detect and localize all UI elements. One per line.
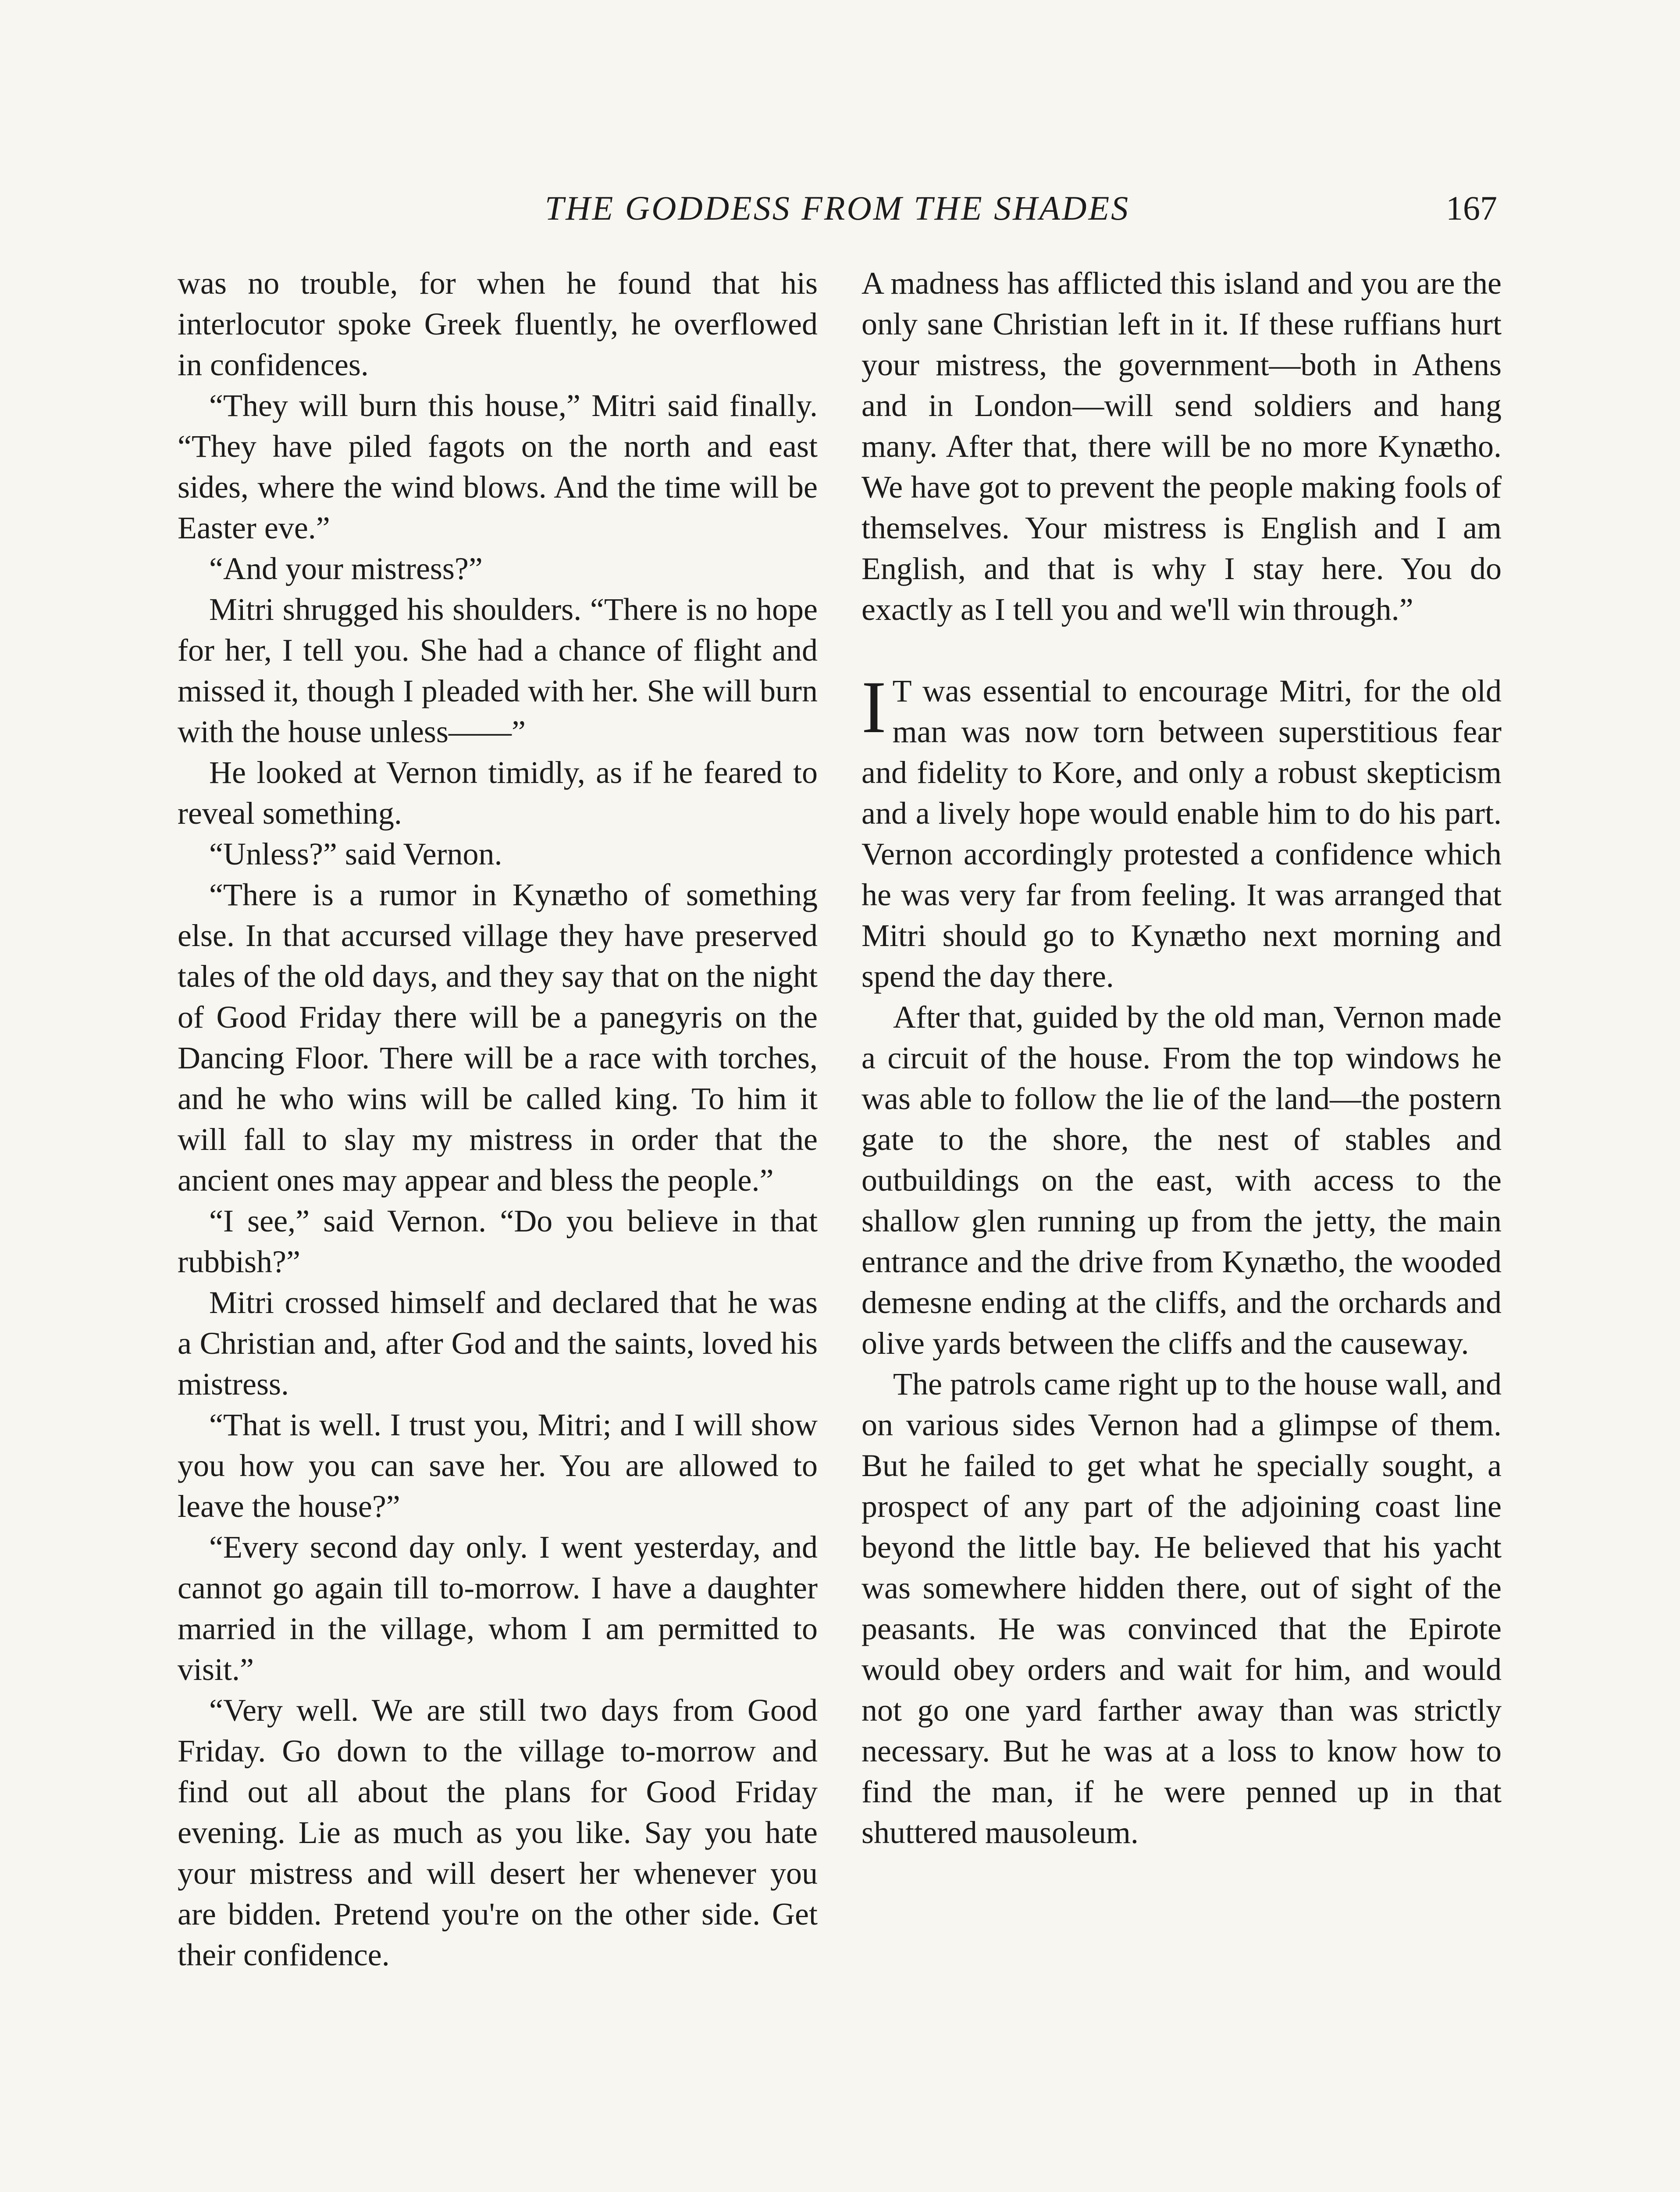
left-column <box>178 263 818 1975</box>
paragraph: “Very well. We are still two days from Good Friday. Go down to the village to-morrow and find out all about the plans for Good Friday evening. Lie as much as you like. Say you hate your mistress and will desert her whenever you are bidden. Pretend you're on the other side. Get their confidence. <box>178 1693 818 1972</box>
paragraph: The patrols came right up to the house wall, and on various sides Vernon had a glimpse of them. But he failed to get what he specially sought, a prospect of any part of the adjoining coast line beyond the little bay. He believed that his yacht was somewhere hidden there, out of sight of the peasants. He was convinced that the Epirote would obey orders and wait for him, and would not go one yard farther away than was strictly necessary. But he was at a loss to know how to find the man, if he were penned up in that shuttered mausoleum. <box>861 1366 1502 1850</box>
paragraph: “Unless?” said Vernon. <box>209 836 502 872</box>
paragraph: “Every second day only. I went yesterday, and cannot go again till to-morrow. I have a daughter married in the village, whom I am permitted to visit.” <box>178 1530 818 1687</box>
right-column <box>861 263 1502 1853</box>
paragraph: “And your mistress?” <box>209 551 483 586</box>
paragraph: After that, guided by the old man, Vernon made a circuit of the house. From the top windows he was able to follow the lie of the land—the postern gate to the shore, the nest of stables and outbuildings on the east, with access to the shallow glen running up from the jetty, the main entrance and the drive from Kynætho, the wooded demesne ending at the cliffs, and the orchards and olive yards between the cliffs and the causeway. <box>861 1000 1502 1361</box>
paragraph: Mitri crossed himself and declared that he was a Christian and, after God and the saints, loved his mistress. <box>178 1285 818 1402</box>
section-opening-text: T was essential to encourage Mitri, for the old man was now torn between superstitious fear and fidelity to Kore, and only a robust skepticism and a lively hope would enable him to do his part. Vernon accordingly protested a confidence which he was very far from feeling. It was arranged that Mitri should go to Kynætho next morning and spend the day there. <box>861 673 1502 994</box>
page-number: 167 <box>1446 189 1497 227</box>
section-opening-paragraph <box>861 666 1502 997</box>
paragraph: He looked at Vernon timidly, as if he feared to reveal something. <box>178 755 818 831</box>
running-title: THE GODDESS FROM THE SHADES <box>545 189 1130 227</box>
paragraph: was no trouble, for when he found that his interlocutor spoke Greek fluently, he overflowed in confidences. <box>178 266 818 382</box>
paragraph: “That is well. I trust you, Mitri; and I will show you how you can save her. You are allowed to leave the house?” <box>178 1407 818 1524</box>
paragraph: A madness has afflicted this island and you are the only sane Christian left in it. If these ruffians hurt your mistress, the government—both in Athens and in London—will send soldiers and hang many. After that, there will be no more Kynætho. We have got to prevent the people making fools of themselves. Your mistress is English and I am English, and that is why I stay here. You do exactly as I tell you and we'll win through.” <box>861 266 1502 627</box>
paragraph: “I see,” said Vernon. “Do you believe in that rubbish?” <box>178 1203 818 1279</box>
paragraph: “There is a rumor in Kynætho of something else. In that accursed village they have preserved tales of the old days, and they say that on the night of Good Friday there will be a panegyris on the Dancing Floor. There will be a race with torches, and he who wins will be called king. To him it will fall to slay my mistress in order that the ancient ones may appear and bless the people.” <box>178 877 818 1198</box>
drop-cap: I <box>861 666 886 748</box>
paragraph: “They will burn this house,” Mitri said finally. “They have piled fagots on the north and east sides, where the wind blows. And the time will be Easter eve.” <box>178 388 818 545</box>
paragraph: Mitri shrugged his shoulders. “There is no hope for her, I tell you. She had a chance of flight and missed it, though I pleaded with her. She will burn with the house unless——” <box>178 592 818 749</box>
page-header <box>178 175 1497 241</box>
